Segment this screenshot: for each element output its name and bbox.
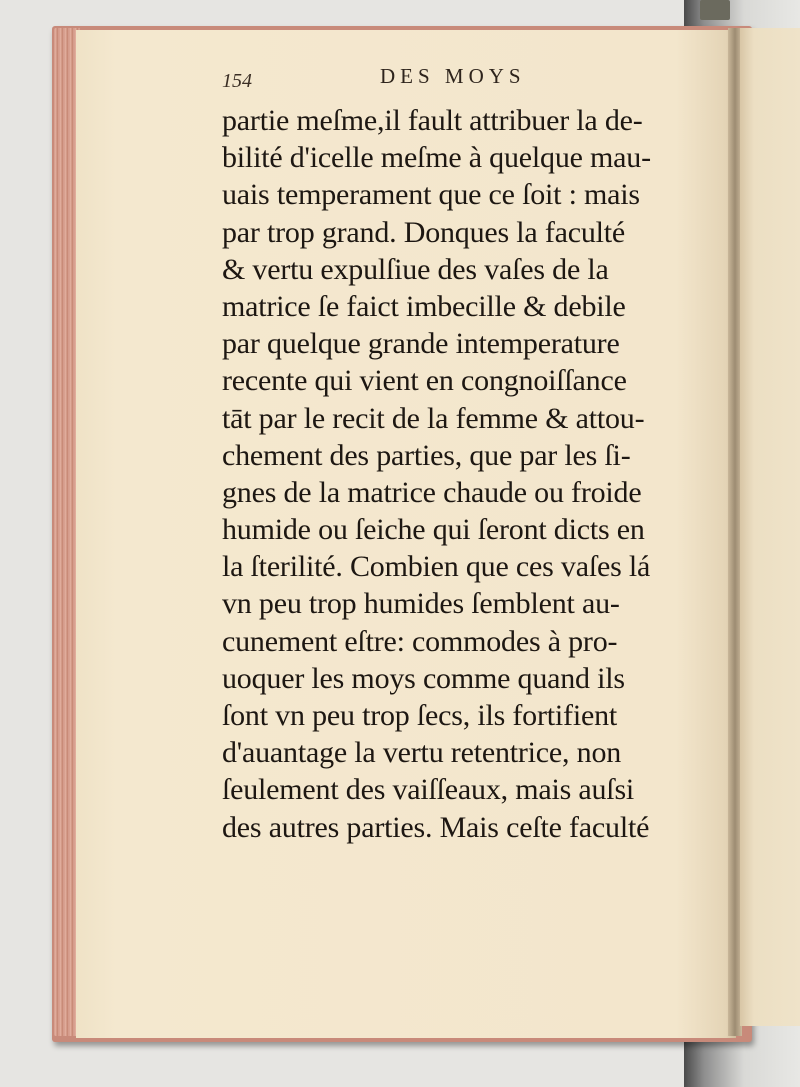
text-line: & vertu expulſiue des vaſes de la [222,252,609,286]
text-line: ſeulement des vaiſſeaux, mais auſsi [222,773,635,807]
text-line: d'auantage la vertu retentrice, non [222,736,622,770]
text-line: partie meſme,il fault attribuer la de- [222,104,643,137]
running-head: DES MOYS [380,64,526,88]
page-clip [700,0,730,20]
text-line: des autres parties. Mais ceſte faculté [222,810,650,844]
text-line: cunement eſtre: commodes à pro- [222,624,618,658]
right-page-edge [740,28,800,1026]
text-line: uoquer les moys comme quand ils [222,661,625,695]
text-line: chement des parties, que par les ſi- [222,438,631,472]
body-text [222,102,692,846]
text-line: la ſterilité. Combien que ces vaſes lá [222,550,651,584]
text-line: uais temperament que ce ſoit : mais [222,178,640,212]
text-line: tāt par le recit de la femme & attou- [222,401,645,435]
text-line: bilité d'icelle meſme à quelque mau- [222,141,651,175]
text-line: humide ou ſeiche qui ſeront dicts en [222,513,645,547]
text-line: par trop grand. Donques la faculté [222,215,626,249]
text-line: recente qui vient en congnoiſſance [222,364,627,398]
text-line: matrice ſe faict imbecille & debile [222,289,626,323]
text-line: ſont vn peu trop ſecs, ils fortifient [222,699,618,732]
text-line: vn peu trop humides ſemblent au- [222,587,620,621]
page-header [222,64,682,94]
text-line: par quelque grande intemperature [222,327,620,361]
text-line: gnes de la matrice chaude ou froide [222,475,642,509]
page-number: 154 [222,70,252,92]
